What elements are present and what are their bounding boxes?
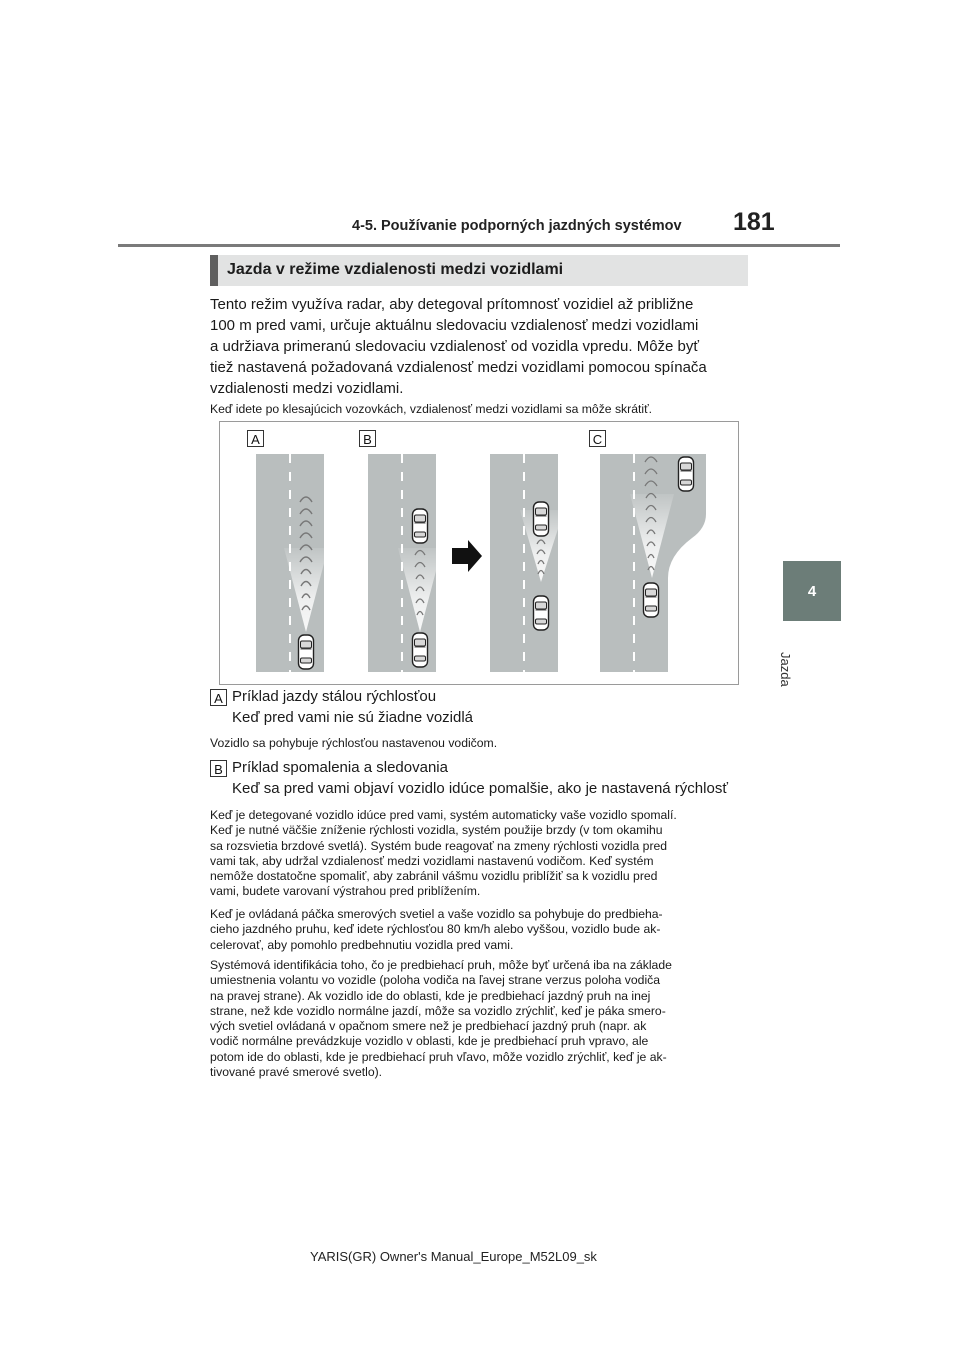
- note-line: vých svetiel ovládaná v opačnom smere než je predbiehací jazdný pruh (napr. ak: [210, 1019, 647, 1034]
- lead-car-c: [534, 502, 549, 536]
- intro-paragraph: [210, 294, 750, 399]
- document-footer: YARIS(GR) Owner's Manual_Europe_M52L09_sk: [310, 1249, 597, 1264]
- note-line: Keď je nutné väčšie zníženie rýchlosti vozidla, systém použije brzdy (v tom okamihu: [210, 823, 663, 838]
- item-a-note: Vozidlo sa pohybuje rýchlosťou nastavenou vodičom.: [210, 736, 498, 750]
- item-a-title: [232, 686, 752, 728]
- intro-note: Keď idete po klesajúcich vozovkách, vzdialenosť medzi vozidlami sa môže skrátiť.: [210, 402, 653, 416]
- chapter-section-title: 4-5. Používanie podporných jazdných systémov: [352, 218, 682, 234]
- intro-line: Tento režim využíva radar, aby detegoval prítomnosť vozidiel až približne: [210, 296, 694, 313]
- header-rule: [118, 244, 840, 247]
- note-line: umiestnenia volantu vo vozidle (poloha vodiča na ľavej strane verzus poloha vodiča: [210, 973, 661, 988]
- heading-accent-bar: [210, 255, 218, 286]
- item-b-note-3: [210, 958, 750, 1080]
- note-line: vami tak, aby udržal vzdialenosť medzi vozidlami nastavenú vodičom. Keď systém: [210, 853, 654, 868]
- figure-label-c: C: [589, 430, 606, 447]
- figure-label-b: B: [359, 430, 376, 447]
- note-line: potom ide do oblasti, kde je predbiehací pruh vľavo, môže vozidlo zrýchliť, keď je ak-: [210, 1049, 667, 1064]
- item-a-subtitle-line: Keď pred vami nie sú žiadne vozidlá: [232, 709, 474, 726]
- figure-label-a: A: [247, 430, 264, 447]
- note-line: Systémová identifikácia toho, čo je predbiehací pruh, môže byť určená iba na základe: [210, 958, 672, 972]
- own-car-a: [299, 635, 314, 669]
- note-line: Keď je ovládaná páčka smerových svetiel a vaše vozidlo sa pohybuje do predbieha-: [210, 907, 663, 921]
- radar-cruise-figure: [219, 421, 739, 685]
- section-heading-text: Jazda v režime vzdialenosti medzi vozidlami: [227, 261, 564, 278]
- intro-line: vzdialenosti medzi vozidlami.: [210, 380, 404, 397]
- chapter-name: Jazda: [778, 652, 793, 687]
- note-line: cieho jazdného pruhu, keď idete rýchlosťou 80 km/h alebo vyššou, vozidlo bude ak-: [210, 922, 661, 937]
- note-line: sa rozsvietia brzdové svetlá). Systém bude reagovať na zmeny rýchlosti vozidla pred: [210, 838, 668, 853]
- item-b-note-1: [210, 808, 750, 900]
- page-number: 181: [733, 208, 775, 236]
- note-line: na pravej strane). Ak vozidlo ide do oblasti, kde je predbiehací jazdný pruh na inej: [210, 988, 651, 1003]
- own-car-b: [413, 633, 428, 667]
- lead-car-d: [679, 457, 694, 491]
- intro-line: 100 m pred vami, určuje aktuálnu sledovaciu vzdialenosť medzi vozidlami: [210, 317, 699, 334]
- item-a-label: A: [210, 689, 227, 706]
- note-line: vodič normálne prevádzkuje vozidlo v oblasti, kde je predbiehací pruh vpravo, ale: [210, 1034, 649, 1049]
- transition-arrow: [452, 540, 482, 572]
- item-b-label: B: [210, 760, 227, 777]
- item-b-title-line: Príklad spomalenia a sledovania: [232, 759, 448, 776]
- chapter-tab[interactable]: [783, 561, 841, 621]
- note-line: tivované pravé smerové svetlo).: [210, 1065, 383, 1080]
- item-b-subtitle-line: Keď sa pred vami objaví vozidlo idúce pomalšie, ako je nastavená rýchlosť: [232, 780, 728, 797]
- own-car-d: [644, 583, 659, 617]
- note-line: nemôže dostatočne spomaliť, aby zabránil vášmu vozidlu priblížiť sa k vozidlu pred: [210, 869, 658, 884]
- item-b-note-2: [210, 907, 750, 953]
- own-car-c: [534, 596, 549, 630]
- lead-car-b: [413, 509, 428, 543]
- chapter-number: 4: [807, 582, 817, 600]
- item-a-title-line: Príklad jazdy stálou rýchlosťou: [232, 688, 437, 705]
- note-line: celerovať, aby pomohlo predbehnutiu vozidla pred vami.: [210, 937, 514, 952]
- note-line: vami, budete varovaní výstrahou pred priblížením.: [210, 884, 481, 899]
- figure-illustration: [220, 422, 738, 684]
- intro-line: tiež nastavená požadovaná vzdialenosť medzi vozidlami pomocou spínača: [210, 359, 707, 376]
- section-heading: [210, 255, 748, 286]
- intro-line: a udržiava primeranú sledovaciu vzdialenosť od vozidla vpredu. Môže byť: [210, 338, 700, 355]
- note-line: strane, než kde vozidlo normálne jazdí, môže sa vozidlo zrýchliť, keď je páka smero-: [210, 1003, 666, 1018]
- note-line: Keď je detegované vozidlo idúce pred vami, systém automaticky vaše vozidlo spomalí.: [210, 808, 677, 822]
- item-b-title: [232, 757, 752, 799]
